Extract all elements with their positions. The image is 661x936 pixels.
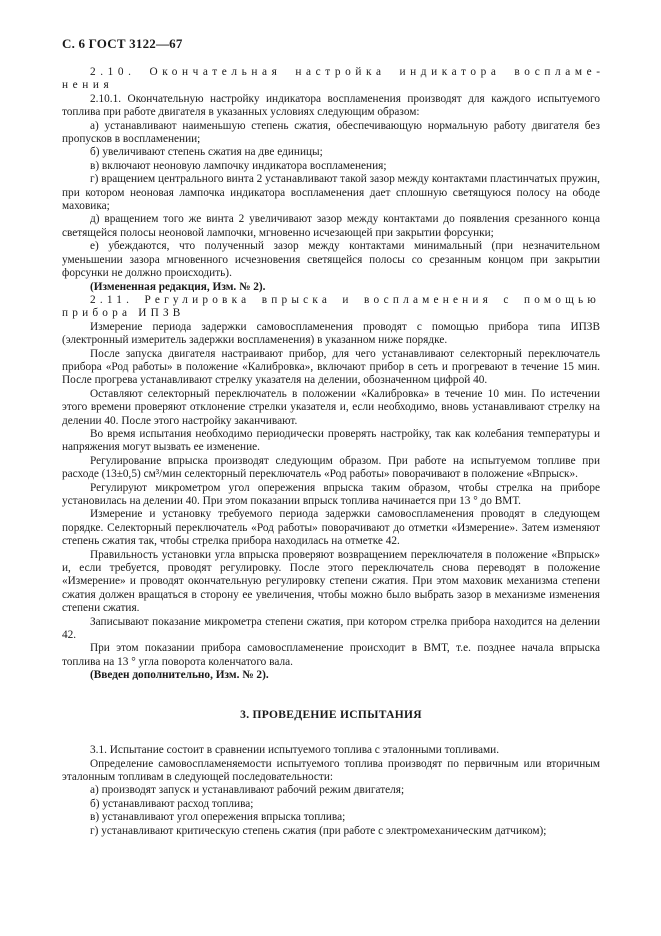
list-item: а) устанавливают наименьшую степень сжатия, обеспечивающую нормальную работу двигателя без пропусков в воспламенении; — [62, 119, 600, 146]
list-item: г) вращением центрального винта 2 устанавливают такой зазор между контактами пластинчатых пружин, при котором неоновая лампочка индикатора воспламенения дает сплошную светящуюся полосу на ободе маховика; — [62, 173, 600, 213]
paragraph: Определение самовоспламеняемости испытуемого топлива производят по первичным или вторичным эталонным топливам в следующей последовательности: — [62, 757, 600, 783]
list-item: е) убеждаются, что полученный зазор между контактами минимальный (при незначительном уменьшении зазора мгновенного исчезновения светящейся полосы со срезанным концом при закрытии форсунки не должно происходить). — [62, 240, 600, 280]
document-body — [62, 66, 600, 838]
list-item: г) устанавливают критическую степень сжатия (при работе с электромеханическим датчиком); — [90, 824, 547, 837]
list-item: а) производят запуск и устанавливают рабочий режим двигателя; — [90, 784, 405, 797]
amendment-note: (Введен дополнительно, Изм. № 2). — [90, 669, 269, 682]
paragraph: Регулируют микрометром угол опережения впрыска таким образом, чтобы стрелка на приборе установилась на делении 40. При этом показании впрыск топлива начинается при 13 ° до ВМТ. — [62, 481, 600, 507]
amendment-note: (Измененная редакция, Изм. № 2). — [90, 280, 266, 293]
list-item: б) устанавливают расход топлива; — [90, 797, 254, 810]
list-item: д) вращением того же винта 2 увеличивают зазор между контактами до появления срезанного конца светящейся полосы неоновой лампочки, мгновенно исчезающей при закрытии форсунки; — [62, 213, 600, 239]
clause-2-11-title: 2.11. Регулировка впрыска и воспламенения с помощью прибора ИПЗВ — [62, 293, 600, 320]
paragraph: Измерение периода задержки самовоспламенения проводят с помощью прибора типа ИПЗВ (электронный измеритель задержки воспламенения) в указанном ниже порядке. — [62, 320, 600, 347]
paragraph: Во время испытания необходимо периодически проверять настройку, так как колебания температуры и напряжения могут вызвать ее изменение. — [62, 427, 600, 454]
paragraph: Регулирование впрыска производят следующим образом. При работе на испытуемом топливе при расходе (13±0,5) см³/мин селекторный переключатель «Род работы» поворачивают в положение «Впрыск». — [62, 454, 600, 481]
paragraph: Оставляют селекторный переключатель в положении «Калибровка» в течение 10 мин. По истечении этого времени проверяют отклонение стрелки указателя и, если необходимо, вновь устанавливают стрелку на делении 40. После этого настройку заканчивают. — [62, 387, 600, 427]
clause-2-10-title: 2.10. Окончательная настройка индикатора воспламенения — [62, 66, 600, 92]
paragraph: Правильность установки угла впрыска проверяют возвращением переключателя в положение «Впрыск» и, если требуется, проводят регулировку. После этого переключатель снова переводят в положение «Измерение» и проводят окончательную регулировку степени сжатия. При этом маховик механизма степени сжатия должен вращаться в сторону ее увеличения, чтобы можно было выбрать зазор в механизме изменения степени сжатия. — [62, 548, 600, 615]
paragraph: При этом показании прибора самовоспламенение происходит в ВМТ, т.е. позднее начала впрыска топлива на 13 ° угла поворота коленчатого вала. — [62, 642, 600, 668]
paragraph: Записывают показание микрометра степени сжатия, при котором стрелка прибора находится на делении 42. — [62, 615, 600, 642]
page-header: С. 6 ГОСТ 3122—67 — [62, 36, 183, 51]
list-item: в) устанавливают угол опережения впрыска топлива; — [90, 811, 346, 824]
list-item: б) увеличивают степень сжатия на две единицы; — [90, 146, 323, 159]
paragraph: Измерение и установку требуемого периода задержки самовоспламенения проводят в следующем порядке. Селекторный переключатель «Род работы» поворачивают до отметки «Измерение». Затем изменяют степень сжатия так, чтобы стрелка прибора находилась на отметке 42. — [62, 508, 600, 548]
clause-2-10-1: 2.10.1. Окончательную настройку индикатора воспламенения производят для каждого испытуемого топлива при работе двигателя в указанных условиях следующим образом: — [62, 92, 600, 119]
section-title: 3. ПРОВЕДЕНИЕ ИСПЫТАНИЯ — [240, 708, 422, 721]
paragraph: После запуска двигателя настраивают прибор, для чего устанавливают селекторный переключатель прибора «Род работы» в положение «Калибровка», включают прибор в сеть и прогревают в течение 15 мин. После прогрева устанавливают стрелку указателя на делении, обозначенном цифрой 40. — [62, 347, 600, 387]
list-item: в) включают неоновую лампочку индикатора воспламенения; — [90, 159, 387, 172]
clause-3-1: 3.1. Испытание состоит в сравнении испытуемого топлива с эталонными топливами. — [90, 744, 500, 757]
